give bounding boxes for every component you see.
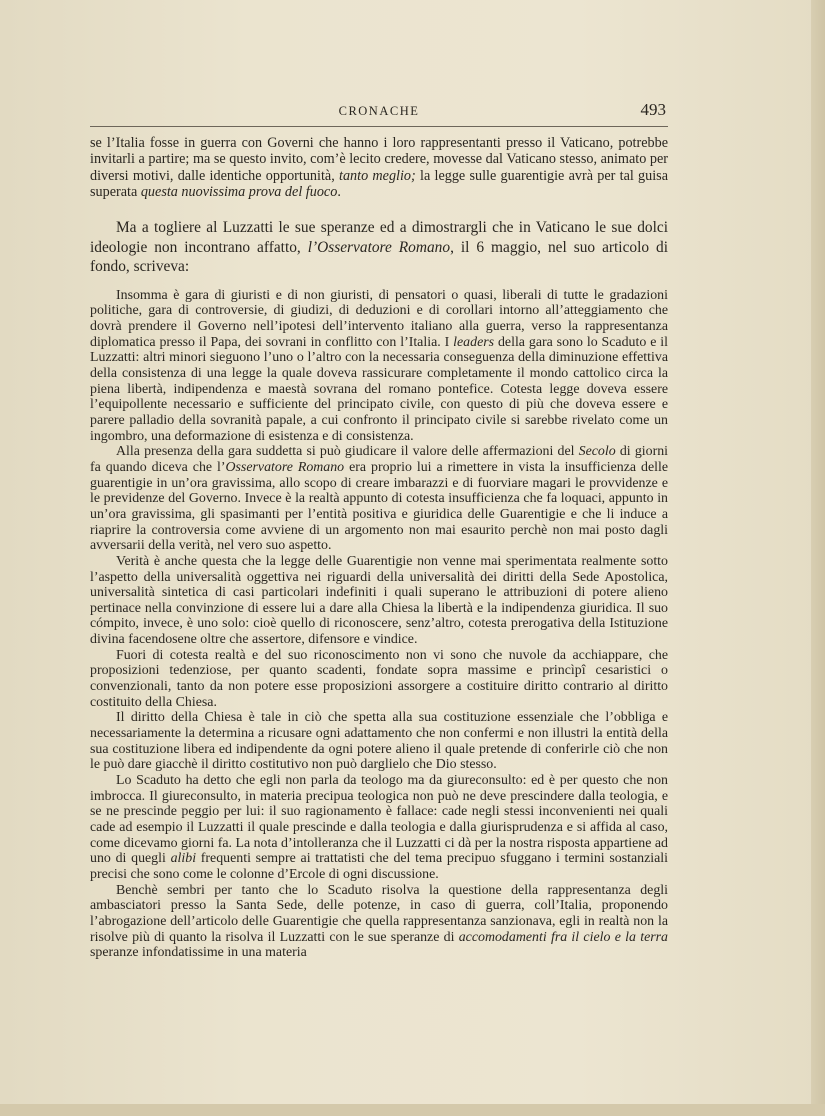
quote-paragraph (90, 773, 668, 883)
text-run: se l’Italia fosse in guerra con Governi che hanno i loro rappresentanti presso il Vaticano, potrebbe invitarli a partire; ma se questo invito, com’è lecito credere, movesse dal Vaticano stesso, animato per diversi motivi, dalle identiche opportunità, (90, 135, 668, 184)
text-run: Benchè sembri per tanto che lo Scaduto risolva la questione della rappresentanza degli ambasciatori presso la Santa Sede, delle potenze, in caso di guerra, coll’Italia, proponendo l’abrogazione dell’articolo delle Guarentigie che quella rappresentanza sanzionava, egli in realtà non la risolve più di quanto la risolva il Luzzatti con le sue speranze di (90, 882, 668, 945)
italic-run: Secolo (578, 444, 616, 460)
italic-run: tanto meglio; (339, 167, 416, 184)
text-run: di giorni fa quando diceva che l’ (90, 444, 668, 475)
quote-paragraph (90, 288, 668, 445)
text-run: frequenti sempre ai trattatisti che del tema precipuo sfuggano i termini sostanziali precisi che sono come le colonne d’Ercole di ogni discussione. (90, 851, 668, 882)
italic-run: accomodamenti fra il cielo e la terra (458, 929, 668, 945)
text-run: speranze infondatissime in una materia (90, 945, 307, 961)
text-run: Ma a togliere al Luzzatti le sue speranze ed a dimostrargli che in Vaticano le sue dolci ideologie non incontrano affatto, (90, 219, 668, 256)
text-run: , il 6 maggio, nel suo articolo di fondo, scriveva: (90, 238, 669, 276)
italic-run: l’Osservatore Romano (307, 238, 451, 256)
page-edge-right (811, 0, 825, 1116)
quote-paragraph: Verità è anche questa che la legge delle Guarentigie non venne mai sperimentata realmente sotto l’aspetto della universalità oggettiva nei riguardi della universalità dei diritti della Sede Apostolica, universalità sintetica di casi particolari indefiniti i quali superano le attribuzioni di potere alieno pertinace nella convinzione di essere lui a dare alla Chiesa la libertà e la indipendenza giuridica. Il suo cómpito, invece, è uno solo: cioè quello di riconoscere, senz’altro, cotesta prerogativa della Istituzione divina facendosene oltre che assertore, difensore e vindice. (90, 553, 668, 648)
page-header (90, 100, 668, 127)
italic-run: Osservatore Romano (225, 459, 345, 475)
italic-run: leaders (453, 334, 495, 350)
body-text (90, 135, 668, 961)
text-run: della gara sono lo Scaduto e il Luzzatti: altri minori sieguono l’uno o l’altro con la necessaria conseguenza della diminuzione effettiva della consistenza di una legge la quale doveva rassicurare completamente il mondo cattolico circa la piena libertà, indipendenza e maestà sovrana del romano pontefice. Cotesta legge doveva essere l’equipollente necessario e sufficiente del principato civile, con questo di più che doveva essere e parere palladio della sovranità papale, a cui confronto il principato civile si sarebbe rivelato come un ingombro, una deformazione di esistenza e di consistenza. (90, 334, 668, 444)
running-title: CRONACHE (338, 104, 420, 118)
text-run: Lo Scaduto ha detto che egli non parla da teologo ma da giureconsulto: ed è per questo che non imbrocca. Il giureconsulto, in materia precipua teologica non può ne deve prescindere dalla teologia, e se ne prescinde peggio per lui: il suo ragionamento è fallace: cade negli stessi inconvenienti nei quali cade ad esempio il Luzzatti il quale prescinde e dalla teologia e dalla giurisprudenza e si affida al caso, come dicevamo giorni fa. La nota d’intolleranza che il Luzzatti ci dà per la nostra risposta appartiene ad uno di quegli (90, 773, 668, 867)
italic-run: questa nuovissima prova del fuoco (140, 183, 338, 200)
quote-paragraph: Il diritto della Chiesa è tale in ciò che spetta alla sua costituzione essenziale che l’obbliga e necessariamente la determina a ricusare ogni adattamento che non confermi e non illustri la entità della sua costituzione libera ed indipendente da ogni potere alieno il quale pretende di conferirle ciò che non le può dare giacchè il diritto costitutivo non può darglielo che Dio stesso. (90, 710, 668, 773)
quote-paragraph (90, 444, 668, 554)
page-number: 493 (640, 100, 666, 119)
text-run: era proprio lui a rimettere in vista la insufficienza delle guarentigie in un’ora gravissima, allo scopo di creare imbarazzi e di fuorviare magari le provvidenze e le previdenze del Governo. Invece è la realtà appunto di cotesta insufficienza che fa loquaci, appunto in un’ora gravissima, gli spasimanti per l’entità positiva e giuridica delle Guarentigie e che li induce a riaprire la controversia come avviene di un argomento non mai esaurito perchè non mai posto dagli avversarii della verità, nel vero suo aspetto. (90, 459, 668, 554)
page-edge-bottom (0, 1104, 825, 1116)
quote-paragraph: Fuori di cotesta realtà e del suo riconoscimento non vi sono che nuvole da acchiappare, che proposizioni tedenziose, per quanto scadenti, fondate sopra massime e princìpî cesaristici o convenzionali, tanto da non potere esse proposizioni assorgere a costituire diritto contrario al diritto costituito della Chiesa. (90, 647, 668, 710)
intro-paragraph (90, 218, 668, 277)
text-run: Insomma è gara di giuristi e di non giuristi, di pensatori o quasi, liberali di tutte le gradazioni politiche, gara di controversie, di giudizi, di deduzioni e di corollari intorno all’atteggiamento che dovrà prendere il Governo nell’ipotesi dell’intervento italiano alla guerra, verso la rappresentanza diplomatica presso il Papa, dei sovrani in conflitto con l’Italia. I (90, 287, 668, 350)
text-run: la legge sulle guarentigie avrà per tal guisa superata (90, 167, 669, 200)
italic-run: alibi (170, 851, 197, 867)
quote-paragraph (90, 883, 668, 961)
text-run: . (337, 183, 341, 200)
text-run: Alla presenza della gara suddetta si può giudicare il valore delle affermazioni del (116, 444, 579, 460)
opening-paragraph (90, 135, 668, 200)
